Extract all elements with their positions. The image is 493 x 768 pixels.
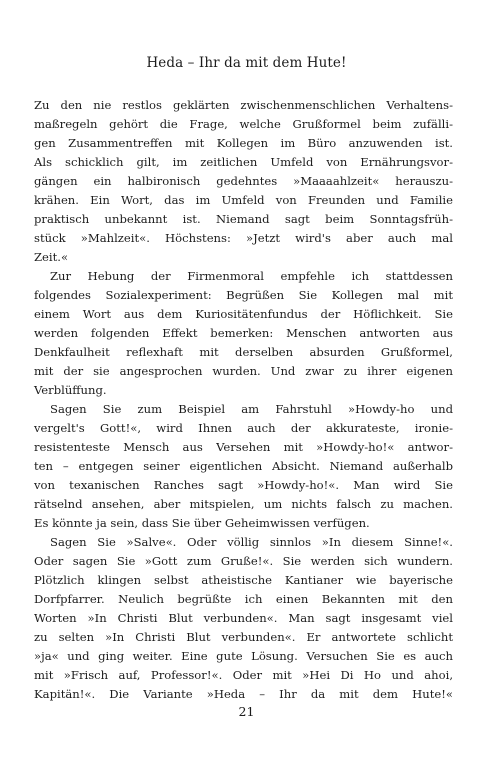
page-number: 21 bbox=[238, 704, 255, 719]
text-line: rätselnd ansehen, aber mitspielen, um nichts falsch zu machen. bbox=[34, 497, 453, 511]
text-line: Zu den nie restlos geklärten zwischenmenschlichen Verhaltens- bbox=[34, 98, 453, 112]
text-line: praktisch unbekannt ist. Niemand sagt beim Sonntagsfrüh- bbox=[34, 212, 453, 226]
text-line: Als schicklich gilt, im zeitlichen Umfeld von Ernährungsvor- bbox=[34, 155, 453, 169]
text-line: gängen ein halbironisch gedehntes »Maaaahlzeit« herauszu- bbox=[34, 174, 453, 188]
text-line: ten – entgegen seiner eigentlichen Absicht. Niemand außerhalb bbox=[34, 459, 453, 473]
text-line: von texanischen Ranches sagt »Howdy-ho!«. Man wird Sie bbox=[34, 478, 453, 492]
text-line: folgendes Sozialexperiment: Begrüßen Sie Kollegen mal mit bbox=[34, 288, 453, 302]
text-line: Denkfaulheit reflexhaft mit derselben absurden Grußformel, bbox=[34, 345, 453, 359]
text-line: mit der sie angesprochen wurden. Und zwar zu ihrer eigenen bbox=[34, 364, 453, 378]
text-line: Es könnte ja sein, dass Sie über Geheimwissen verfügen. bbox=[34, 516, 370, 530]
text-line: stück »Mahlzeit«. Höchstens: »Jetzt wird's aber auch mal bbox=[34, 231, 453, 245]
text-line: Sagen Sie zum Beispiel am Fahrstuhl »Howdy-ho und bbox=[50, 402, 453, 416]
text-line: Plötzlich klingen selbst atheistische Kantianer wie bayerische bbox=[34, 573, 453, 587]
text-line: vergelt's Gott!«, wird Ihnen auch der akkurateste, ironie- bbox=[34, 421, 453, 435]
text-line: Zur Hebung der Firmenmoral empfehle ich stattdessen bbox=[50, 269, 453, 283]
text-line: Zeit.« bbox=[34, 250, 69, 264]
text-line: Dorfpfarrer. Neulich begrüßte ich einen Bekannten mit den bbox=[34, 592, 453, 606]
text-line: Verblüffung. bbox=[34, 383, 107, 397]
text-line: krähen. Ein Wort, das im Umfeld von Freunden und Familie bbox=[34, 193, 453, 207]
text-line: Kapitän!«. Die Variante »Heda – Ihr da mit dem Hute!« bbox=[34, 687, 453, 701]
text-line: werden folgenden Effekt bemerken: Menschen antworten aus bbox=[34, 326, 453, 340]
text-line: Oder sagen Sie »Gott zum Gruße!«. Sie werden sich wundern. bbox=[34, 554, 453, 568]
text-line: zu selten »In Christi Blut verbunden«. Er antwortete schlicht bbox=[34, 630, 453, 644]
text-line: mit »Frisch auf, Professor!«. Oder mit »Hei Di Ho und ahoi, bbox=[34, 668, 453, 682]
text-line: »ja« und ging weiter. Eine gute Lösung. Versuchen Sie es auch bbox=[34, 649, 453, 663]
text-line: gen Zusammentreffen mit Kollegen im Büro anzuwenden ist. bbox=[34, 136, 453, 150]
text-line: resistenteste Mensch aus Versehen mit »Howdy-ho!« antwor- bbox=[34, 440, 453, 454]
text-line: einem Wort aus dem Kuriositätenfundus der Höflichkeit. Sie bbox=[34, 307, 453, 321]
text-line: Worten »In Christi Blut verbunden«. Man sagt insgesamt viel bbox=[34, 611, 453, 625]
body-text bbox=[34, 96, 453, 704]
text-line: Sagen Sie »Salve«. Oder völlig sinnlos »In diesem Sinne!«. bbox=[50, 535, 453, 549]
chapter-title: Heda – Ihr da mit dem Hute! bbox=[146, 55, 347, 71]
text-line: maßregeln gehört die Frage, welche Grußformel beim zufälli- bbox=[34, 117, 453, 131]
